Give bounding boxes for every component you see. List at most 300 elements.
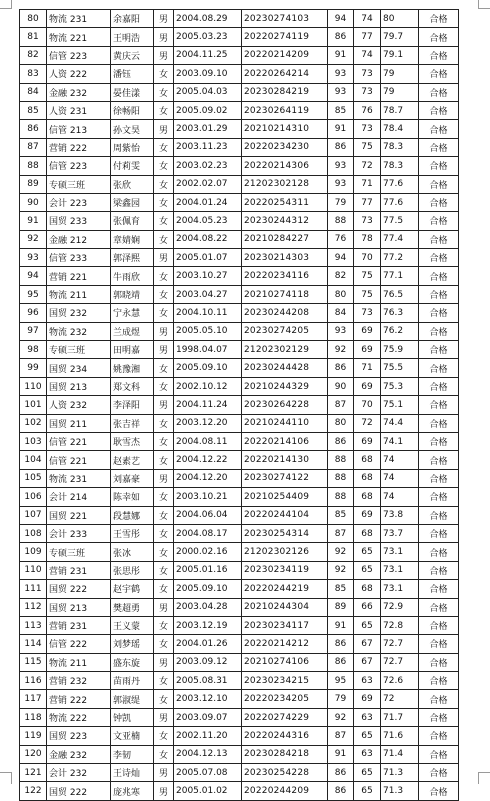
birthdate-cell: 2003.12.10 [174, 690, 242, 708]
student-id-cell: 20230234215 [242, 672, 328, 690]
score-2-cell: 70 [354, 249, 381, 267]
table-row [20, 598, 459, 616]
birthdate-cell: 2003.12.20 [174, 414, 242, 432]
result-cell: 合格 [419, 690, 459, 708]
rank-cell: 113 [20, 616, 47, 634]
student-id-cell: 20220234205 [242, 690, 328, 708]
score-1-cell: 92 [328, 341, 354, 359]
student-id-cell: 20210244304 [242, 598, 328, 616]
gender-cell: 女 [154, 304, 174, 322]
student-id-cell: 20220214306 [242, 157, 328, 175]
student-id-cell: 20220214209 [242, 46, 328, 64]
result-cell: 合格 [419, 175, 459, 193]
crop-mark-top-left-h [0, 8, 11, 9]
total-score-cell: 73.1 [381, 543, 419, 561]
table-row [20, 524, 459, 542]
rank-cell: 115 [20, 653, 47, 671]
score-1-cell: 93 [328, 175, 354, 193]
score-2-cell: 74 [354, 46, 381, 64]
score-2-cell: 75 [354, 285, 381, 303]
total-score-cell: 71.3 [381, 764, 419, 782]
table-row [20, 506, 459, 524]
name-cell: 余嘉阳 [111, 10, 154, 28]
rank-cell: 111 [20, 580, 47, 598]
class-cell: 信管 233 [47, 249, 111, 267]
class-cell: 国贸 222 [47, 580, 111, 598]
student-id-cell: 20220274229 [242, 708, 328, 726]
rank-cell: 120 [20, 745, 47, 763]
score-2-cell: 67 [354, 653, 381, 671]
gender-cell: 女 [154, 727, 174, 745]
gender-cell: 男 [154, 708, 174, 726]
gender-cell: 女 [154, 359, 174, 377]
score-1-cell: 84 [328, 304, 354, 322]
rank-cell: 95 [20, 285, 47, 303]
rank-cell: 114 [20, 635, 47, 653]
gender-cell: 女 [154, 83, 174, 101]
rank-cell: 106 [20, 488, 47, 506]
table-row [20, 488, 459, 506]
birthdate-cell: 2003.12.19 [174, 616, 242, 634]
gender-cell: 男 [154, 782, 174, 800]
birthdate-cell: 2004.08.22 [174, 230, 242, 248]
birthdate-cell: 2000.02.16 [174, 543, 242, 561]
birthdate-cell: 2003.11.23 [174, 138, 242, 156]
score-1-cell: 86 [328, 138, 354, 156]
result-cell: 合格 [419, 672, 459, 690]
class-cell: 信管 221 [47, 451, 111, 469]
result-cell: 合格 [419, 230, 459, 248]
birthdate-cell: 2005.01.07 [174, 249, 242, 267]
table-row [20, 653, 459, 671]
birthdate-cell: 2005.05.10 [174, 322, 242, 340]
class-cell: 专硕三班 [47, 543, 111, 561]
birthdate-cell: 2003.04.27 [174, 285, 242, 303]
class-cell: 营销 231 [47, 616, 111, 634]
name-cell: 李韧 [111, 745, 154, 763]
score-1-cell: 86 [328, 635, 354, 653]
score-2-cell: 73 [354, 65, 381, 83]
score-1-cell: 86 [328, 28, 354, 46]
result-cell: 合格 [419, 101, 459, 119]
table-row [20, 561, 459, 579]
birthdate-cell: 2004.11.24 [174, 396, 242, 414]
student-id-cell: 20230244312 [242, 212, 328, 230]
total-score-cell: 71.7 [381, 708, 419, 726]
gender-cell: 男 [154, 341, 174, 359]
result-cell: 合格 [419, 10, 459, 28]
birthdate-cell: 2004.06.04 [174, 506, 242, 524]
student-id-cell: 20230264119 [242, 101, 328, 119]
student-id-cell: 20210254409 [242, 488, 328, 506]
birthdate-cell: 2003.10.21 [174, 488, 242, 506]
class-cell: 营销 222 [47, 690, 111, 708]
table-row [20, 543, 459, 561]
total-score-cell: 79.1 [381, 46, 419, 64]
score-2-cell: 75 [354, 138, 381, 156]
birthdate-cell: 2004.08.29 [174, 10, 242, 28]
rank-cell: 118 [20, 708, 47, 726]
class-cell: 人资 232 [47, 396, 111, 414]
score-1-cell: 86 [328, 782, 354, 800]
score-1-cell: 85 [328, 506, 354, 524]
rank-cell: 94 [20, 267, 47, 285]
result-cell: 合格 [419, 157, 459, 175]
name-cell: 张欣 [111, 175, 154, 193]
name-cell: 郑文科 [111, 377, 154, 395]
gender-cell: 女 [154, 745, 174, 763]
student-id-cell: 20220244316 [242, 727, 328, 745]
score-2-cell: 68 [354, 469, 381, 487]
score-2-cell: 65 [354, 616, 381, 634]
gender-cell: 男 [154, 764, 174, 782]
gender-cell: 女 [154, 65, 174, 83]
name-cell: 张吉祥 [111, 414, 154, 432]
total-score-cell: 74 [381, 451, 419, 469]
score-1-cell: 93 [328, 322, 354, 340]
crop-mark-bottom-left-v [11, 772, 12, 784]
total-score-cell: 77.4 [381, 230, 419, 248]
name-cell: 王义蒙 [111, 616, 154, 634]
birthdate-cell: 2002.11.20 [174, 727, 242, 745]
name-cell: 赵宇鹤 [111, 580, 154, 598]
class-cell: 信管 223 [47, 157, 111, 175]
rank-cell: 103 [20, 432, 47, 450]
score-2-cell: 68 [354, 451, 381, 469]
table-row [20, 341, 459, 359]
gender-cell: 女 [154, 635, 174, 653]
result-cell: 合格 [419, 28, 459, 46]
score-2-cell: 65 [354, 543, 381, 561]
score-1-cell: 90 [328, 377, 354, 395]
table-row [20, 708, 459, 726]
rank-cell: 109 [20, 543, 47, 561]
score-2-cell: 73 [354, 120, 381, 138]
name-cell: 庞兆寒 [111, 782, 154, 800]
score-1-cell: 86 [328, 432, 354, 450]
score-2-cell: 63 [354, 672, 381, 690]
name-cell: 周紫怡 [111, 138, 154, 156]
score-2-cell: 63 [354, 745, 381, 763]
class-cell: 营销 221 [47, 267, 111, 285]
score-2-cell: 69 [354, 341, 381, 359]
class-cell: 信管 213 [47, 120, 111, 138]
score-2-cell: 67 [354, 635, 381, 653]
gender-cell: 女 [154, 616, 174, 634]
class-cell: 营销 222 [47, 138, 111, 156]
rank-cell: 107 [20, 506, 47, 524]
table-row [20, 285, 459, 303]
table-row [20, 359, 459, 377]
table-body [20, 10, 459, 801]
score-1-cell: 85 [328, 580, 354, 598]
result-cell: 合格 [419, 396, 459, 414]
student-id-cell: 20220254311 [242, 193, 328, 211]
gender-cell: 男 [154, 469, 174, 487]
rank-cell: 119 [20, 727, 47, 745]
result-cell: 合格 [419, 469, 459, 487]
birthdate-cell: 2004.11.25 [174, 46, 242, 64]
name-cell: 牛雨欣 [111, 267, 154, 285]
result-cell: 合格 [419, 635, 459, 653]
result-cell: 合格 [419, 285, 459, 303]
birthdate-cell: 2004.08.11 [174, 432, 242, 450]
result-cell: 合格 [419, 193, 459, 211]
student-id-cell: 20230234119 [242, 561, 328, 579]
score-1-cell: 91 [328, 616, 354, 634]
name-cell: 刘嘉豪 [111, 469, 154, 487]
score-2-cell: 73 [354, 212, 381, 230]
table-row [20, 580, 459, 598]
rank-cell: 105 [20, 469, 47, 487]
table-row [20, 175, 459, 193]
gender-cell: 女 [154, 377, 174, 395]
total-score-cell: 74.1 [381, 432, 419, 450]
gender-cell: 男 [154, 322, 174, 340]
class-cell: 会计 233 [47, 524, 111, 542]
gender-cell: 男 [154, 120, 174, 138]
total-score-cell: 72.7 [381, 635, 419, 653]
class-cell: 营销 231 [47, 561, 111, 579]
total-score-cell: 73.8 [381, 506, 419, 524]
student-id-cell: 20220244209 [242, 782, 328, 800]
birthdate-cell: 2003.01.29 [174, 120, 242, 138]
rank-cell: 112 [20, 598, 47, 616]
total-score-cell: 77.1 [381, 267, 419, 285]
birthdate-cell: 2004.05.23 [174, 212, 242, 230]
results-table [19, 9, 459, 801]
gender-cell: 女 [154, 524, 174, 542]
total-score-cell: 76.2 [381, 322, 419, 340]
gender-cell: 女 [154, 672, 174, 690]
birthdate-cell: 2002.02.07 [174, 175, 242, 193]
result-cell: 合格 [419, 543, 459, 561]
score-2-cell: 65 [354, 782, 381, 800]
score-2-cell: 66 [354, 598, 381, 616]
table-row [20, 635, 459, 653]
score-2-cell: 69 [354, 690, 381, 708]
student-id-cell: 20210214310 [242, 120, 328, 138]
rank-cell: 101 [20, 396, 47, 414]
score-1-cell: 93 [328, 65, 354, 83]
name-cell: 王诗灿 [111, 764, 154, 782]
gender-cell: 女 [154, 101, 174, 119]
student-id-cell: 20230264228 [242, 396, 328, 414]
gender-cell: 女 [154, 285, 174, 303]
table-row [20, 396, 459, 414]
total-score-cell: 77.6 [381, 193, 419, 211]
birthdate-cell: 2005.09.02 [174, 101, 242, 119]
class-cell: 会计 232 [47, 764, 111, 782]
gender-cell: 女 [154, 580, 174, 598]
table-row [20, 672, 459, 690]
score-1-cell: 87 [328, 524, 354, 542]
score-1-cell: 92 [328, 708, 354, 726]
table-row [20, 120, 459, 138]
result-cell: 合格 [419, 83, 459, 101]
score-2-cell: 63 [354, 708, 381, 726]
birthdate-cell: 2003.04.28 [174, 598, 242, 616]
table-row [20, 690, 459, 708]
table-row [20, 83, 459, 101]
gender-cell: 女 [154, 212, 174, 230]
name-cell: 田明嘉 [111, 341, 154, 359]
birthdate-cell: 2004.12.22 [174, 451, 242, 469]
table-row [20, 10, 459, 28]
birthdate-cell: 2005.07.08 [174, 764, 242, 782]
total-score-cell: 76.3 [381, 304, 419, 322]
rank-cell: 81 [20, 28, 47, 46]
student-id-cell: 20220234116 [242, 267, 328, 285]
gender-cell: 女 [154, 193, 174, 211]
result-cell: 合格 [419, 65, 459, 83]
total-score-cell: 75.3 [381, 377, 419, 395]
result-cell: 合格 [419, 138, 459, 156]
student-id-cell: 20230274103 [242, 10, 328, 28]
table-row [20, 451, 459, 469]
name-cell: 黄庆云 [111, 46, 154, 64]
rank-cell: 121 [20, 764, 47, 782]
class-cell: 营销 232 [47, 672, 111, 690]
score-2-cell: 73 [354, 304, 381, 322]
student-id-cell: 20220214212 [242, 635, 328, 653]
gender-cell: 女 [154, 488, 174, 506]
rank-cell: 98 [20, 341, 47, 359]
total-score-cell: 72.8 [381, 616, 419, 634]
student-id-cell: 20220244219 [242, 580, 328, 598]
score-2-cell: 68 [354, 488, 381, 506]
student-id-cell: 20230284218 [242, 745, 328, 763]
gender-cell: 女 [154, 543, 174, 561]
class-cell: 国贸 222 [47, 782, 111, 800]
student-id-cell: 20220234230 [242, 138, 328, 156]
total-score-cell: 71.3 [381, 782, 419, 800]
name-cell: 张佩育 [111, 212, 154, 230]
score-2-cell: 65 [354, 561, 381, 579]
table-row [20, 432, 459, 450]
rank-cell: 108 [20, 524, 47, 542]
table-row [20, 101, 459, 119]
table-row [20, 304, 459, 322]
score-1-cell: 93 [328, 157, 354, 175]
table-row [20, 193, 459, 211]
birthdate-cell: 2005.09.10 [174, 580, 242, 598]
table-row [20, 469, 459, 487]
name-cell: 钟凯 [111, 708, 154, 726]
crop-mark-bottom-right-h [479, 772, 490, 773]
total-score-cell: 72.9 [381, 598, 419, 616]
result-cell: 合格 [419, 524, 459, 542]
birthdate-cell: 1998.04.07 [174, 341, 242, 359]
class-cell: 国贸 221 [47, 506, 111, 524]
birthdate-cell: 2004.10.11 [174, 304, 242, 322]
student-id-cell: 20230244208 [242, 304, 328, 322]
class-cell: 信管 221 [47, 432, 111, 450]
score-1-cell: 80 [328, 414, 354, 432]
gender-cell: 女 [154, 451, 174, 469]
student-id-cell: 20220274119 [242, 28, 328, 46]
rank-cell: 90 [20, 193, 47, 211]
gender-cell: 女 [154, 561, 174, 579]
student-id-cell: 20220214130 [242, 451, 328, 469]
name-cell: 郭泽熙 [111, 249, 154, 267]
total-score-cell: 75.5 [381, 359, 419, 377]
class-cell: 金融 232 [47, 745, 111, 763]
class-cell: 物流 222 [47, 708, 111, 726]
score-2-cell: 65 [354, 764, 381, 782]
rank-cell: 122 [20, 782, 47, 800]
total-score-cell: 76.5 [381, 285, 419, 303]
student-id-cell: 21202302129 [242, 341, 328, 359]
score-1-cell: 86 [328, 764, 354, 782]
class-cell: 物流 211 [47, 653, 111, 671]
name-cell: 梁鑫园 [111, 193, 154, 211]
table-row [20, 65, 459, 83]
birthdate-cell: 2003.10.27 [174, 267, 242, 285]
table-row [20, 322, 459, 340]
score-2-cell: 69 [354, 506, 381, 524]
birthdate-cell: 2003.09.07 [174, 708, 242, 726]
gender-cell: 女 [154, 157, 174, 175]
name-cell: 潘钰 [111, 65, 154, 83]
table-row [20, 745, 459, 763]
rank-cell: 87 [20, 138, 47, 156]
total-score-cell: 74.4 [381, 414, 419, 432]
gender-cell: 男 [154, 653, 174, 671]
score-1-cell: 86 [328, 653, 354, 671]
table-row [20, 377, 459, 395]
student-id-cell: 20230244428 [242, 359, 328, 377]
class-cell: 会计 214 [47, 488, 111, 506]
table-row [20, 212, 459, 230]
score-2-cell: 69 [354, 322, 381, 340]
result-cell: 合格 [419, 120, 459, 138]
name-cell: 陈幸如 [111, 488, 154, 506]
name-cell: 赵素艺 [111, 451, 154, 469]
score-2-cell: 68 [354, 524, 381, 542]
total-score-cell: 72.7 [381, 653, 419, 671]
name-cell: 郭晓靖 [111, 285, 154, 303]
rank-cell: 117 [20, 690, 47, 708]
score-1-cell: 79 [328, 690, 354, 708]
class-cell: 物流 221 [47, 28, 111, 46]
total-score-cell: 72.6 [381, 672, 419, 690]
rank-cell: 93 [20, 249, 47, 267]
score-1-cell: 88 [328, 212, 354, 230]
name-cell: 晏佳漾 [111, 83, 154, 101]
birthdate-cell: 2005.08.31 [174, 672, 242, 690]
class-cell: 国贸 213 [47, 377, 111, 395]
score-1-cell: 88 [328, 451, 354, 469]
score-1-cell: 91 [328, 120, 354, 138]
student-id-cell: 20230274122 [242, 469, 328, 487]
score-1-cell: 93 [328, 83, 354, 101]
total-score-cell: 78.3 [381, 157, 419, 175]
total-score-cell: 74 [381, 469, 419, 487]
result-cell: 合格 [419, 267, 459, 285]
total-score-cell: 71.4 [381, 745, 419, 763]
table-row [20, 414, 459, 432]
student-id-cell: 20230234117 [242, 616, 328, 634]
table-row [20, 46, 459, 64]
name-cell: 耿雪杰 [111, 432, 154, 450]
table-row [20, 267, 459, 285]
rank-cell: 84 [20, 83, 47, 101]
student-id-cell: 20230284219 [242, 83, 328, 101]
name-cell: 李泽阳 [111, 396, 154, 414]
student-id-cell: 20230214303 [242, 249, 328, 267]
total-score-cell: 71.6 [381, 727, 419, 745]
